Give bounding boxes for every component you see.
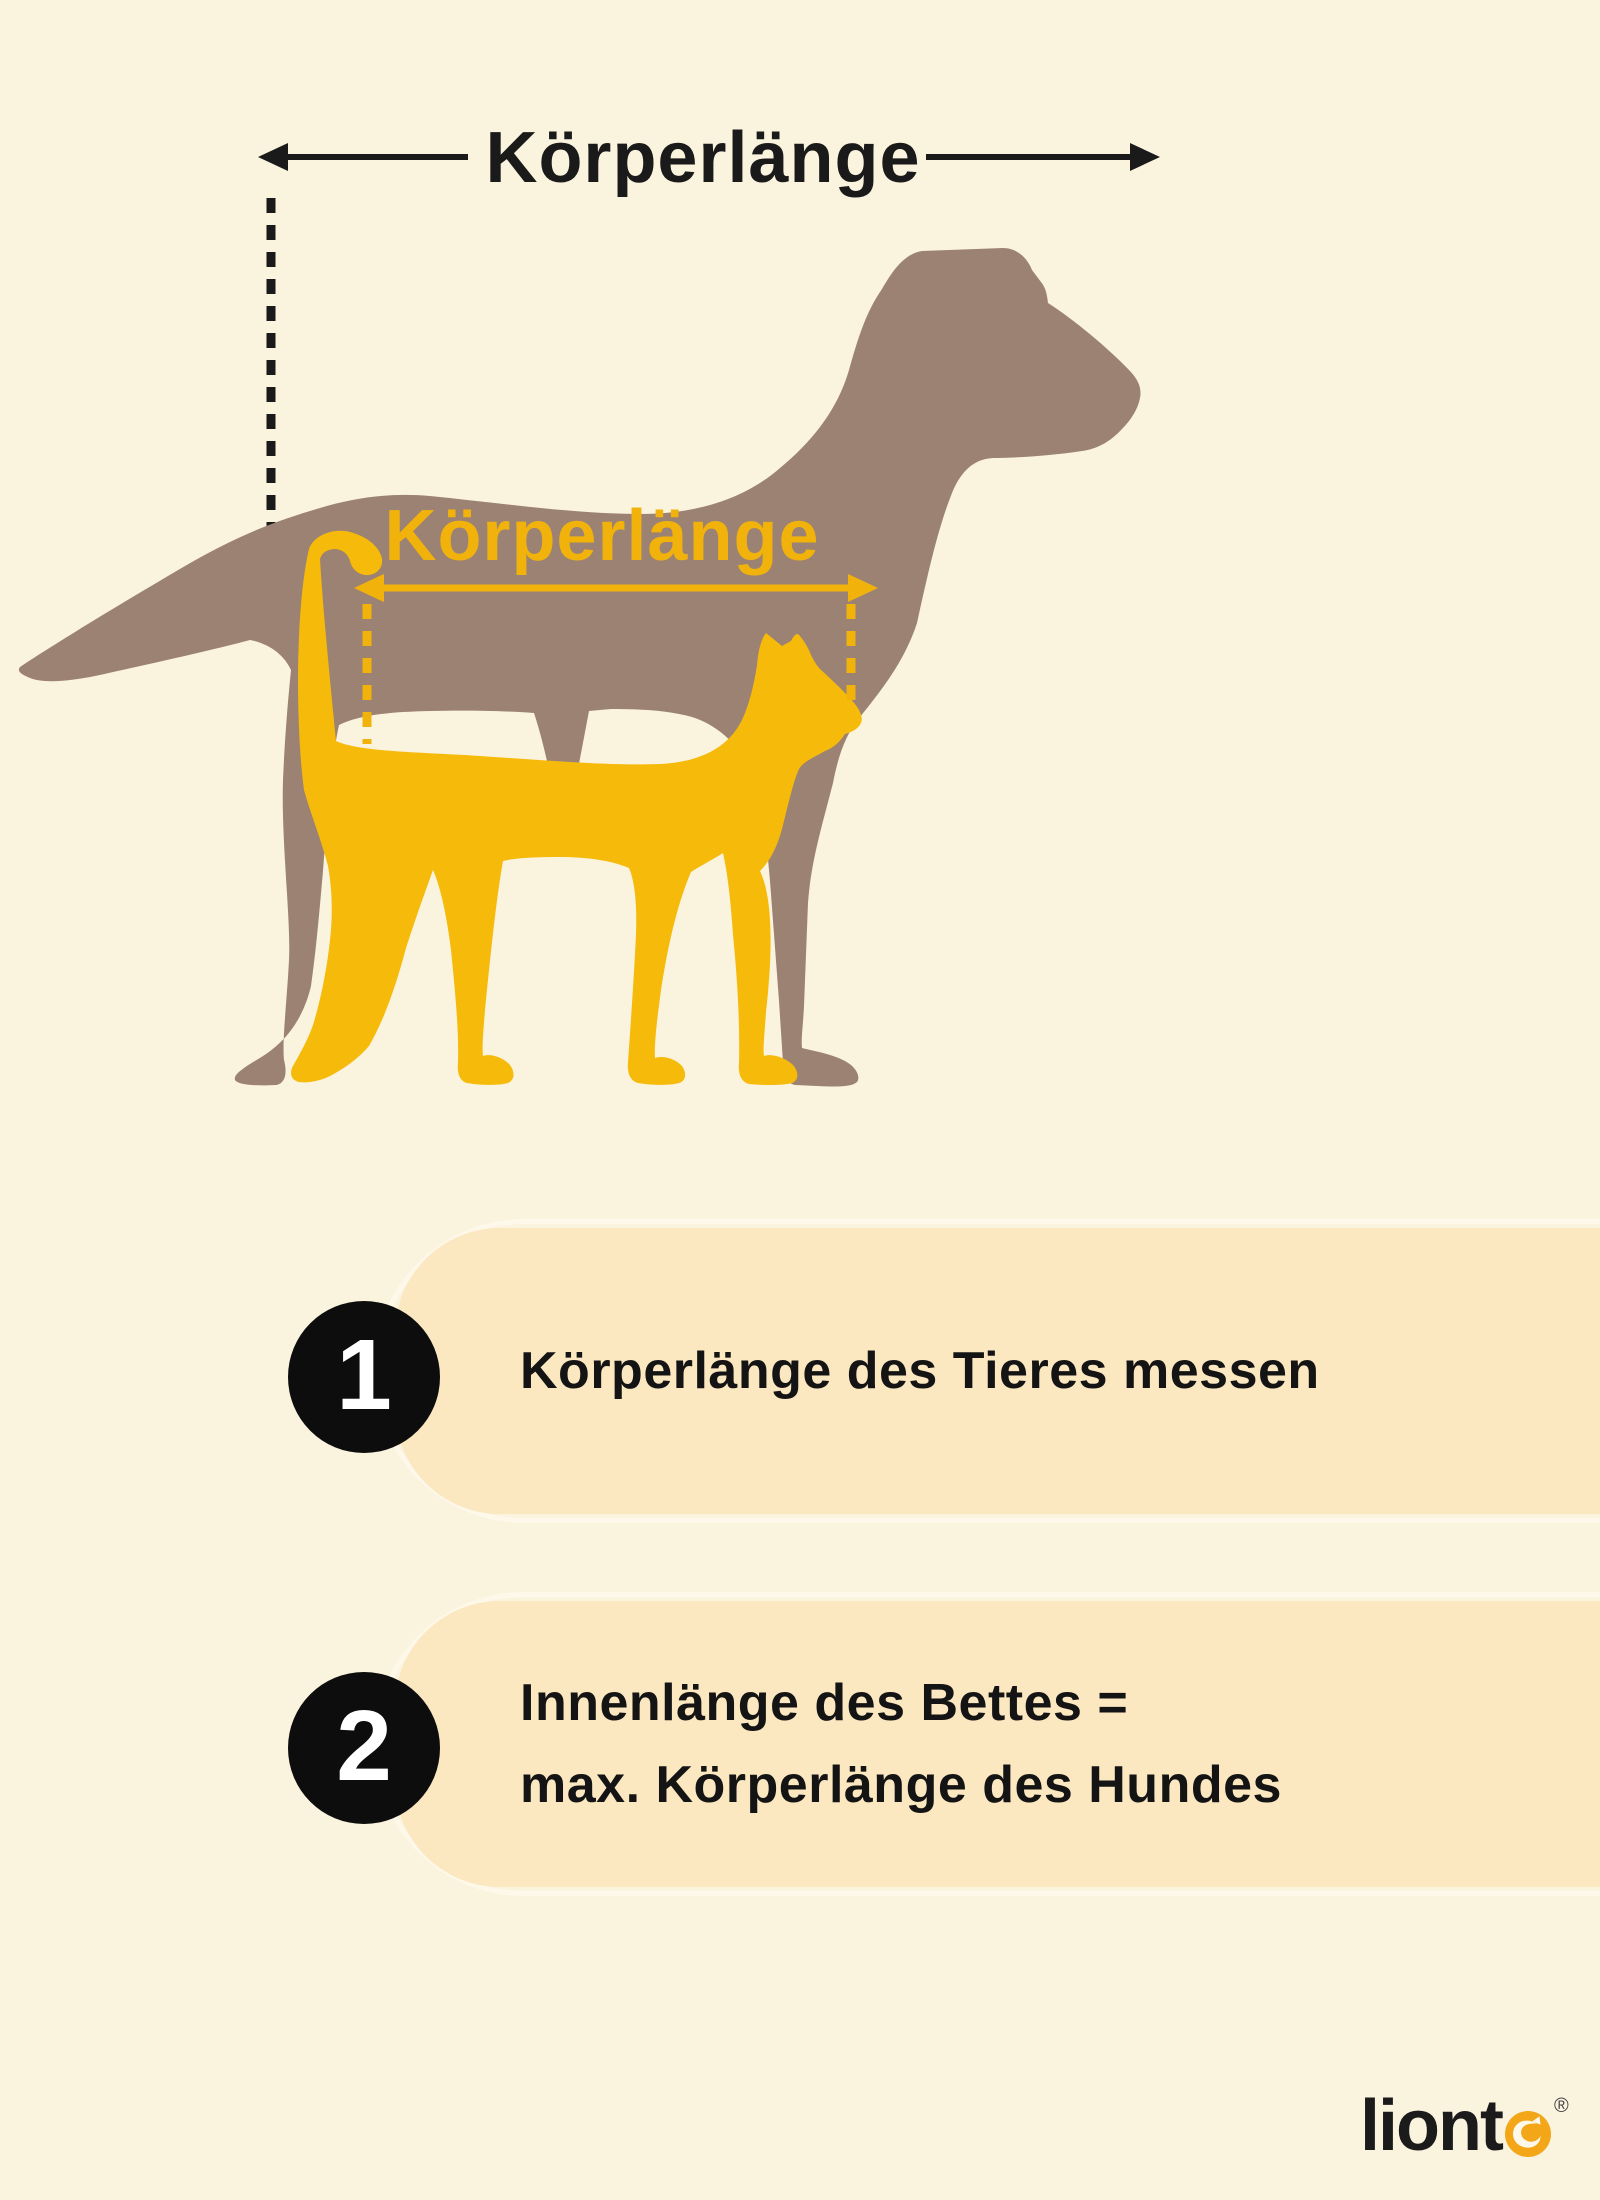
step-1-line-1: Körperlänge des Tieres messen: [520, 1342, 1320, 1400]
step-1-badge: [288, 1301, 440, 1453]
step-2-number: 2: [336, 1690, 392, 1802]
registered-mark: ®: [1553, 2095, 1569, 2117]
top-arrow-right: [926, 143, 1160, 171]
step-2-badge: [288, 1672, 440, 1824]
step-2-text: [520, 1601, 1600, 1887]
step-1-number: 1: [336, 1319, 392, 1431]
step-card-2: [336, 1592, 1600, 1896]
step-2-line-1: Innenlänge des Bettes =: [520, 1674, 1129, 1732]
lionto-logo: [1360, 2086, 1569, 2166]
step-card-1: [336, 1219, 1600, 1523]
inner-heading: Körperlänge: [384, 496, 820, 576]
top-arrow-left: [258, 143, 468, 171]
dog-silhouette: [19, 248, 1141, 1087]
logo-wordmark: liont: [1360, 2086, 1502, 2166]
top-heading: Körperlänge: [485, 118, 921, 198]
step-2-line-2: max. Körperlänge des Hundes: [520, 1756, 1282, 1814]
logo-o-icon: [1505, 2111, 1551, 2157]
step-1-text: [520, 1228, 1600, 1514]
